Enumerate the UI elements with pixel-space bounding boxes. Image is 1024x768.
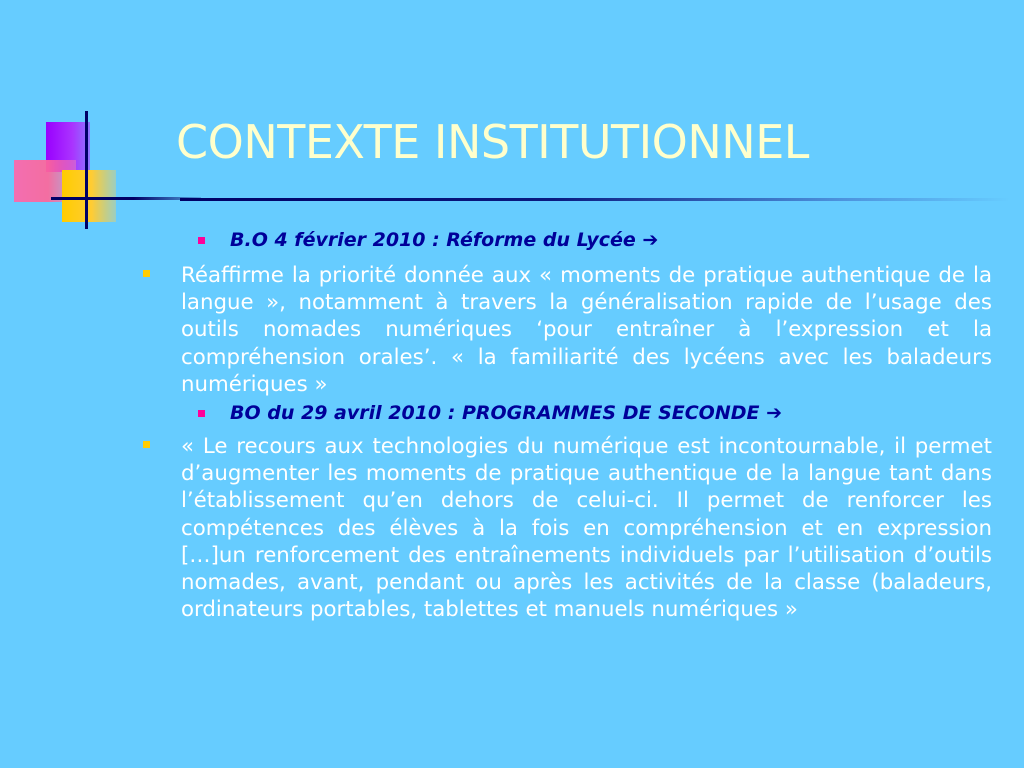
square-bullet-icon [143,270,150,277]
bullet-sub-bo-programmes [230,402,782,424]
slide-title: CONTEXTE INSTITUTIONNEL [176,115,809,169]
bullet-text: « Le recours aux technologies du numérique est incontournable, il permet d’augmenter les moments de pratique authentique de la langue tant dans l’établissement qu’en dehors de celui-ci. Il permet de renforcer les compétences des élèves à la fois en compréhension et en expression […]un renforcement des entraînements individuels par l’utilisation d’outils nomades, avant, pendant ou après les activités de la classe (baladeurs, ordinateurs portables, tablettes et manuels numériques » [181,434,992,623]
bullet-text: Réaffirme la priorité donnée aux « moments de pratique authentique de la langue », notamment à travers la généralisation rapide de l’usage des outils nomades numériques ‘pour entraîner à l’expression et la compréhension orales’. « la familiarité des lycéens avec les baladeurs numériques » [181,263,992,397]
bullet-paragraph-reaffirme [181,262,992,398]
yellow-square-shape [62,170,116,222]
corner-squares-logo-icon [0,0,200,240]
square-bullet-icon [143,441,150,448]
bullet-paragraph-recours [181,433,992,623]
horizontal-line-shape [51,197,201,200]
bullet-text: BO du 29 avril 2010 : PROGRAMMES DE SECONDE ➔ [230,402,783,424]
vertical-line-shape [85,111,88,229]
square-bullet-icon [198,410,205,417]
square-bullet-icon [198,237,205,244]
bullet-text: B.O 4 février 2010 : Réforme du Lycée ➔ [230,229,659,251]
bullet-sub-bo-reforme [230,229,658,251]
title-underline [180,198,1010,201]
